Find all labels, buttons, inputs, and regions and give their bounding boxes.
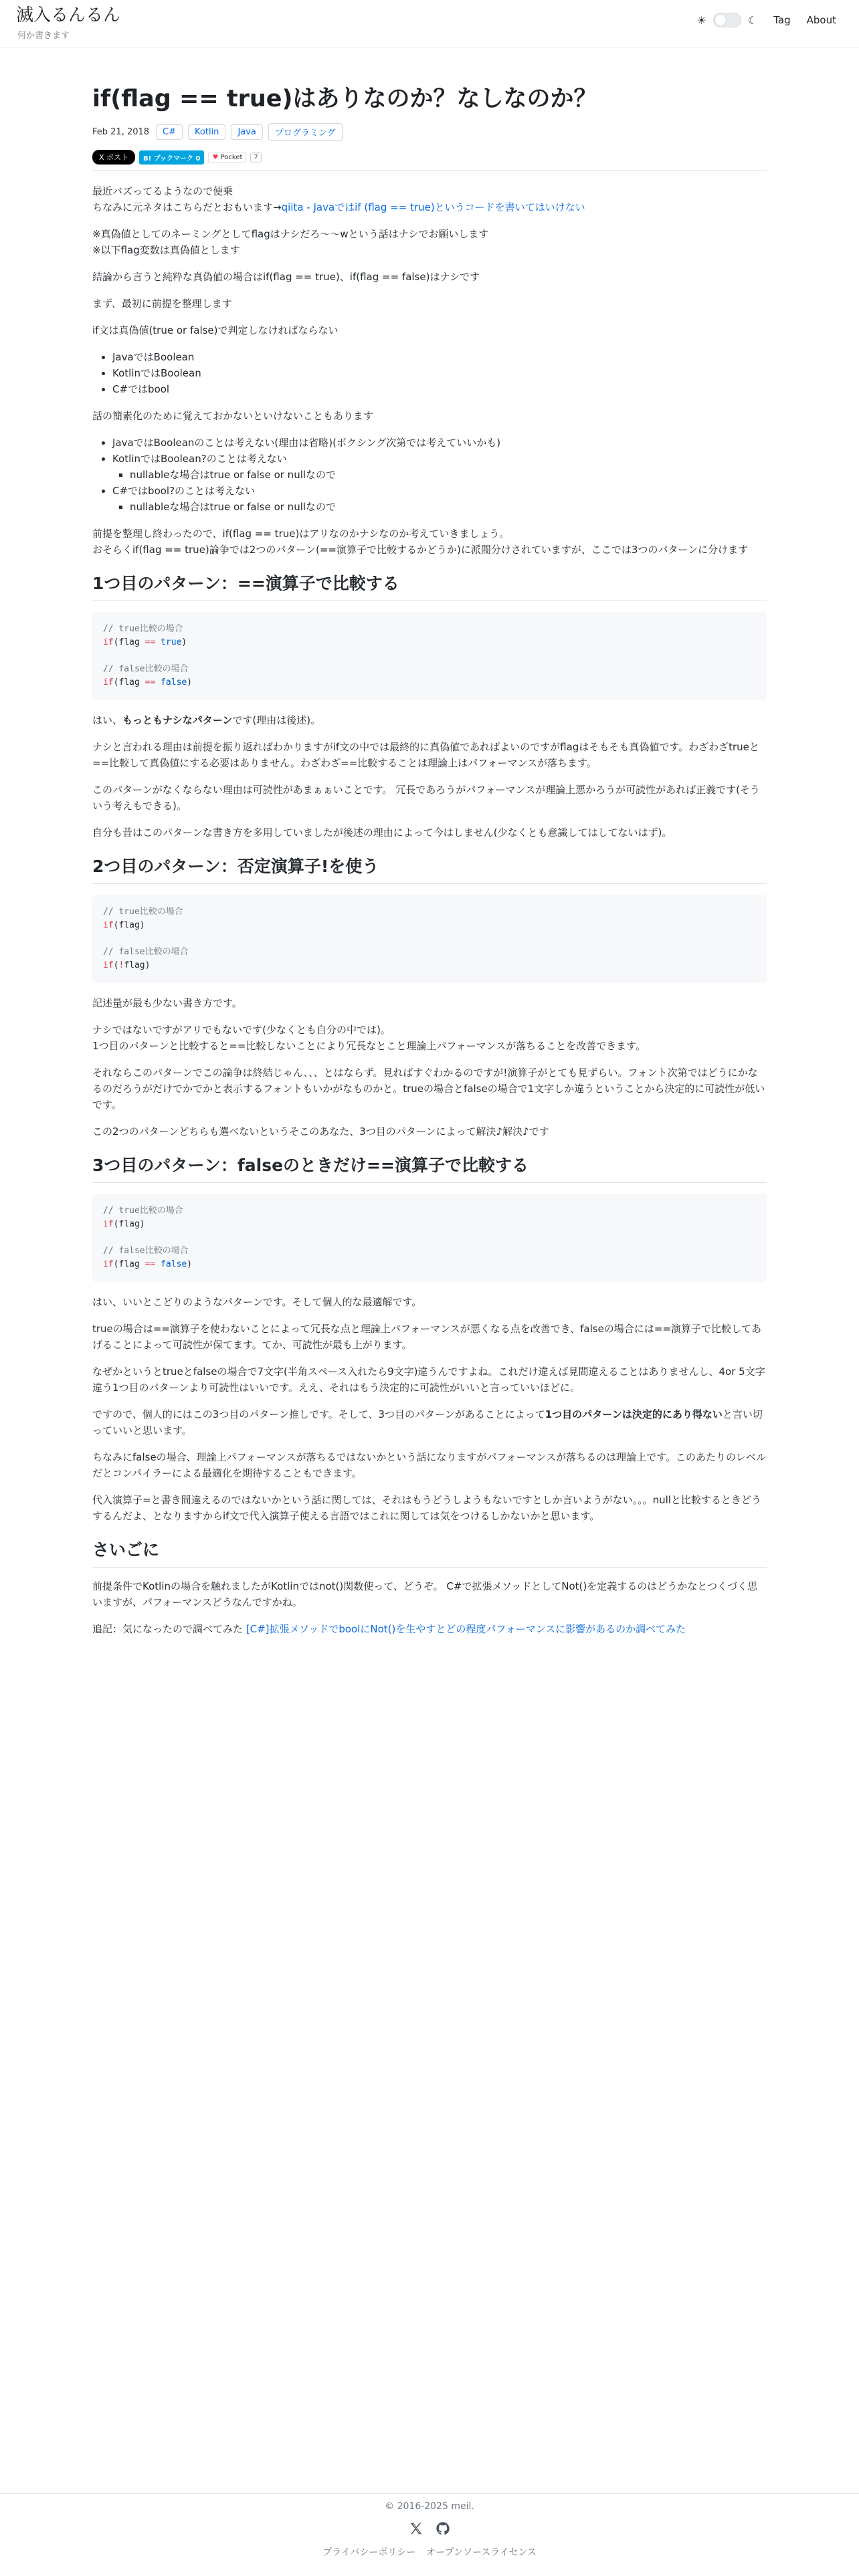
copyright: © 2016-2025 meil. [385,2501,474,2512]
site-header [0,0,859,47]
nav-about[interactable]: About [806,14,836,26]
list-item [112,451,767,483]
list-item: • C#ではbool [112,381,767,397]
pocket-count: 7 [250,152,261,163]
pocket-label: Pocket [220,153,243,161]
code-literal: false [161,677,187,687]
tag-java[interactable]: Java [231,124,262,140]
code-text: ) [181,637,187,647]
sec4-p1: 前提条件でKotlinの場合を触れましたがKotlinではnot()関数使って、どうぞ。 C#で拡張メソッドとしてNot()を定義するのはどうかなとつくづく思いますが、パフォーマンスどうなんですかね。 [92,1580,757,1608]
code-text: ( [113,960,119,970]
code-keyword: if [103,960,114,970]
tag-kotlin[interactable]: Kotlin [188,124,225,140]
sec1-p1-pre: はい、 [92,714,123,726]
sec3-p2: trueの場合は==演算子を使わないことによって冗長な点と理論上パフォーマンスが悪くなる点を改善でき、falseの場合には==演算子で比較してあげることによって可読性が保てます。てか、可読性が最も上がります。 [92,1323,761,1351]
code-comment: // true比較の場合 [103,1206,183,1216]
intro-line-1: 最近バズってるようなので便乗 [92,185,233,197]
sec3-p4 [92,1406,767,1438]
sec4-p2 [92,1621,767,1637]
sec3-p3: なぜかというとtrueとfalseの場合で7文字(半角スペース入れたら9文字)違うんですよね。これだけ違えば見間違えることはありませんし、4or 5文字違う1つ目のパターンより可読性はいいです。ええ、それはもう決定的に可読性がいいと言っていいほどに。 [92,1366,765,1394]
type-list [92,349,767,397]
site-footer [0,2501,859,2559]
code-operator: == [145,1259,156,1269]
list-item: • JavaではBooleanのことは考えない(理由は省略)(ボクシング次第では考えていいかも) [112,435,767,451]
code-text: (flag [113,637,145,647]
assumption-list [92,435,767,515]
code-operator: ! [118,960,124,970]
note-1: ※真偽値としてのネーミングとしてflagはナシだろ〜〜wという話はナシでお願いします [92,228,489,240]
site-title[interactable]: 滅入るんるん [16,5,121,25]
sub-list [112,467,767,483]
section-2-heading: 2つ目のパターン：否定演算子!を使う [92,855,767,884]
footer-divider [0,2493,859,2494]
pre-summary-1: 前提を整理し終わったので、if(flag == true)はアリなのかナシなのか考えていきましょう。 [92,528,510,540]
site-subtitle: 何か書きます [17,31,70,41]
privacy-policy-link[interactable]: プライバシーポリシー [322,2547,416,2558]
pocket-icon: ♥ [212,153,219,161]
oss-license-link[interactable]: オープンソースライセンス [426,2547,537,2558]
simplify-paragraph: 話の簡素化のために覚えておかないといけないこともあります [92,410,374,422]
intro-paragraph [92,183,767,215]
code-block-3 [92,1194,767,1282]
followup-article-link[interactable]: [C#]拡張メソッドでboolにNot()を生やすとどの程度パフォーマンスに影響があるのか調べてみた [246,1623,686,1635]
sec3-p6: 代入演算子=と書き間違えるのではないかという話に関しては、それはもうどうしようもないですとしか言いようがない。。。nullと比較するときどうするんだよ、となりますからif文で代入演算子使える言語ではこれに関しては気をつけるしかないかと思います。 [92,1494,761,1522]
code-text: (flag) [113,920,145,930]
list-item: ▪ nullableな場合はtrue or false or nullなので [130,499,767,515]
section-4-heading: さいごに [92,1539,767,1568]
code-keyword: if [103,1259,114,1269]
conclusion-paragraph: 結論から言うと純粋な真偽値の場合はif(flag == true)、if(flag == false)はナシです [92,271,480,283]
social-links [0,2521,859,2536]
list-item-text: C#ではbool?のことは考えない [112,485,256,497]
sec3-p4-post: と言い切っていいと思います。 [92,1408,763,1436]
code-comment: // false比較の場合 [103,1246,189,1256]
code-text: (flag [113,677,145,687]
pocket-button[interactable] [208,152,246,163]
code-block-1 [92,612,767,700]
nav-tag[interactable]: Tag [773,14,791,26]
sec3-p4-pre: ですので、個人的にはこの3つ目のパターン推しです。そして、3つ目のパターンがあることによって [92,1408,545,1420]
x-icon[interactable] [409,2521,423,2536]
code-comment: // true比較の場合 [103,624,183,634]
sec3-p5: ちなみにfalseの場合、理論上パフォーマンスが落ちるではないかという話になりますがパフォーマンスが落ちるのは理論上です。このあたりのレベルだとコンパイラーによる最適化を期待することもできます。 [92,1451,766,1479]
code-keyword: if [103,677,114,687]
code-text: ) [187,1259,193,1269]
intro-line-2: ちなみに元ネタはこちらだとおもいます→ [92,201,282,213]
tag-programming[interactable]: プログラミング [268,123,343,141]
theme-toggle[interactable] [713,13,741,27]
code-comment: // false比較の場合 [103,664,189,674]
article-meta [92,123,767,141]
list-item: • JavaではBoolean [112,349,767,365]
sub-list [112,499,767,515]
code-literal: true [161,637,182,647]
section-3-heading: 3つ目のパターン：falseのときだけ==演算子で比較する [92,1154,767,1183]
sec1-p1 [92,712,767,728]
code-block-2 [92,895,767,983]
code-operator: == [145,677,156,687]
hatena-bookmark-button[interactable]: B! ブックマーク 0 [139,150,204,165]
code-keyword: if [103,1219,114,1229]
header-nav [697,11,836,29]
qiita-link[interactable]: qiita - Javaではif (flag == true)というコードを書いてはいけない [281,201,585,213]
toggle-knob [715,15,726,25]
code-literal: false [161,1259,187,1269]
tag-csharp[interactable]: C# [156,124,183,140]
sec2-p2-b: 1つ目のパターンと比較すると==比較しないことにより冗長なとこと理論上パフォーマンスが落ちることを改善できます。 [92,1040,646,1052]
pre-summary-2: おそらくif(flag == true)論争では2つのパターン(==演算子で比較するかどうか)に派閥分けされていますが、ここでは3つのパターンに分けます [92,544,749,556]
list-item [112,483,767,515]
sec1-p2: ナシと言われる理由は前提を振り返ればわかりますがif文の中では最終的に真偽値であればよいのですがflagはそもそも真偽値です。わざわざtrueと==比較して真偽値にする必要はありません。わざわざ==比較することは理論上はパフォーマンスが落ちます。 [92,741,759,769]
sec2-p4: それならこのパターンでこの論争は終結じゃん、、、とはならず。見ればすぐわかるのですが!演算子がとても見ずらい。フォント次第ではどうにかなるのだろうがだけでかでかと表示するフォントもいかがなものかと。trueの場合とfalseの場合で1文字しか違うということから決定的に可読性が低いです。 [92,1067,765,1111]
footer-links [0,2545,859,2559]
code-text: (flag [113,1259,145,1269]
sec2-p2 [92,1022,767,1054]
list-item: ▪ nullableな場合はtrue or false or nullなので [130,467,767,483]
code-text: flag) [124,960,151,970]
article [92,83,767,1648]
sun-icon: ☀ [696,13,706,27]
code-keyword: if [103,920,114,930]
code-comment: // false比較の場合 [103,947,189,957]
premise-paragraph: まず、最初に前提を整理します [92,298,232,310]
article-title: if(flag == true)はありなのか？なしなのか？ [92,86,597,112]
section-1-heading: 1つ目のパターン：==演算子で比較する [92,572,767,601]
note-paragraph [92,226,767,258]
sec3-p4-bold: 1つ目のパターンは決定的にあり得ない [545,1408,723,1420]
code-keyword: if [103,637,114,647]
sec2-p1: 記述量が最も少ない書き方です。 [92,997,242,1009]
x-share-button[interactable]: X ポスト [92,150,135,165]
sec3-p1: はい、いいとこどりのようなパターンです。そして個人的な最適解です。 [92,1296,422,1308]
sec1-p1-post: です(理由は後述)。 [232,714,321,726]
if-paragraph: if文は真偽値(true or false)で判定しなければならない [92,324,339,336]
note-2: ※以下flag変数は真偽値とします [92,244,240,256]
code-text: ) [187,677,193,687]
sec1-p1-bold: もっともナシなパターン [122,714,233,726]
moon-icon: ☾ [747,13,758,27]
sec2-p2-a: ナシではないですがアリでもないです(少なくとも自分の中では)。 [92,1024,391,1036]
post-date: Feb 21, 2018 [92,127,150,137]
code-operator: == [145,637,156,647]
pre-summary-paragraph [92,526,767,558]
sec1-p4: 自分も昔はこのパターンな書き方を多用していましたが後述の理由によって今はしません(少なくとも意識してはしてないはず)。 [92,827,672,839]
sec2-p5: この2つのパターンどちらも選べないというそこのあなた、3つ目のパターンによって解決♪解決♪です [92,1125,549,1138]
share-buttons [92,150,767,164]
sec1-p3: このパターンがなくならない理由は可読性があまぁぁいことです。 冗長であろうがパフォーマンスが理論上悪かろうが可読性があれば正義です(そういう考えもできる)。 [92,784,760,812]
list-item: • KotlinではBoolean [112,365,767,381]
code-text: (flag) [113,1219,145,1229]
list-item-text: KotlinではBoolean?のことは考えない [112,453,287,465]
article-body [92,183,767,1637]
sec4-p2-pre: 追記：気になったので調べてみた [92,1623,246,1635]
github-icon[interactable] [436,2521,450,2536]
code-comment: // true比較の場合 [103,907,183,917]
